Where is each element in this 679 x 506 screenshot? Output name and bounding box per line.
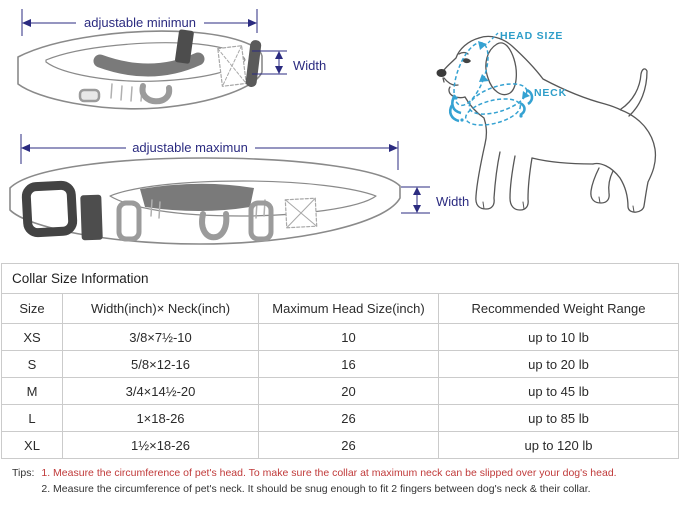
cell-size: S xyxy=(2,351,63,378)
arrow-down-icon xyxy=(413,205,421,213)
tip-2: 2. Measure the circumference of pet's neck. It should be snug enough to fit 2 fingers between dog's neck & their collar. xyxy=(41,482,591,495)
cell-max-head: 26 xyxy=(259,432,439,459)
cell-width-neck: 5/8×12-16 xyxy=(63,351,259,378)
arrow-left-icon xyxy=(22,19,31,27)
cell-width-neck: 1×18-26 xyxy=(63,405,259,432)
column-header-width-neck: Width(inch)× Neck(inch) xyxy=(63,294,259,324)
arrow-down-icon xyxy=(275,66,283,74)
cell-max-head: 16 xyxy=(259,351,439,378)
cell-weight: up to 85 lb xyxy=(439,405,679,432)
adjustable-min-label: adjustable minimun xyxy=(83,15,197,30)
cell-width-neck: 1½×18-26 xyxy=(63,432,259,459)
column-header-weight: Recommended Weight Range xyxy=(439,294,679,324)
table-row xyxy=(2,405,679,432)
table-row xyxy=(2,378,679,405)
cell-size: XS xyxy=(2,324,63,351)
cell-weight: up to 20 lb xyxy=(439,351,679,378)
cell-weight: up to 45 lb xyxy=(439,378,679,405)
arrow-left-icon xyxy=(21,144,30,152)
table-row xyxy=(2,432,679,459)
table-header-row xyxy=(2,294,679,324)
collar-size-table xyxy=(1,263,679,459)
table-title: Collar Size Information xyxy=(2,264,679,294)
cell-size: L xyxy=(2,405,63,432)
collar-max-stitch-box xyxy=(285,198,316,228)
arrow-right-icon xyxy=(248,19,257,27)
cell-max-head: 20 xyxy=(259,378,439,405)
collar-min-illustration xyxy=(18,29,262,109)
tips-label: Tips: xyxy=(12,467,35,479)
dog-nose xyxy=(437,69,447,77)
cell-size: XL xyxy=(2,432,63,459)
width-min-label: Width xyxy=(293,58,327,73)
table-row xyxy=(2,351,679,378)
collar-min-keeper xyxy=(80,90,99,101)
table-title-row xyxy=(2,264,679,294)
tips-lines xyxy=(41,466,616,497)
tip-1: 1. Measure the circumference of pet's head. To make sure the collar at maximum neck can be slipped over your dog's head. xyxy=(41,467,617,479)
neck-label: NECK xyxy=(534,87,567,99)
width-max-label: Width xyxy=(436,194,470,209)
dimension-width-min xyxy=(252,51,326,74)
dog-tail xyxy=(621,69,647,116)
column-header-max-head: Maximum Head Size(inch) xyxy=(259,294,439,324)
arrow-up-icon xyxy=(275,51,283,59)
cell-weight: up to 10 lb xyxy=(439,324,679,351)
collar-max-pad xyxy=(140,184,254,211)
dog-ear xyxy=(486,43,516,95)
dog-illustration xyxy=(437,36,656,212)
collar-min-stitch-box xyxy=(218,46,246,87)
column-header-size: Size xyxy=(2,294,63,324)
collar-max-illustration xyxy=(10,158,400,244)
cell-width-neck: 3/4×14½-20 xyxy=(63,378,259,405)
arrow-up-icon xyxy=(413,187,421,195)
table-row xyxy=(2,324,679,351)
collar-max-slider xyxy=(80,195,103,241)
dimension-width-max xyxy=(401,187,469,213)
cell-size: M xyxy=(2,378,63,405)
arrow-right-icon xyxy=(389,144,398,152)
cell-max-head: 10 xyxy=(259,324,439,351)
head-size-label: HEAD SIZE xyxy=(500,30,564,42)
cell-max-head: 26 xyxy=(259,405,439,432)
tips-section xyxy=(0,458,679,497)
cell-width-neck: 3/8×7½-10 xyxy=(63,324,259,351)
cell-weight: up to 120 lb xyxy=(439,432,679,459)
adjustable-max-label: adjustable maximun xyxy=(132,140,248,155)
